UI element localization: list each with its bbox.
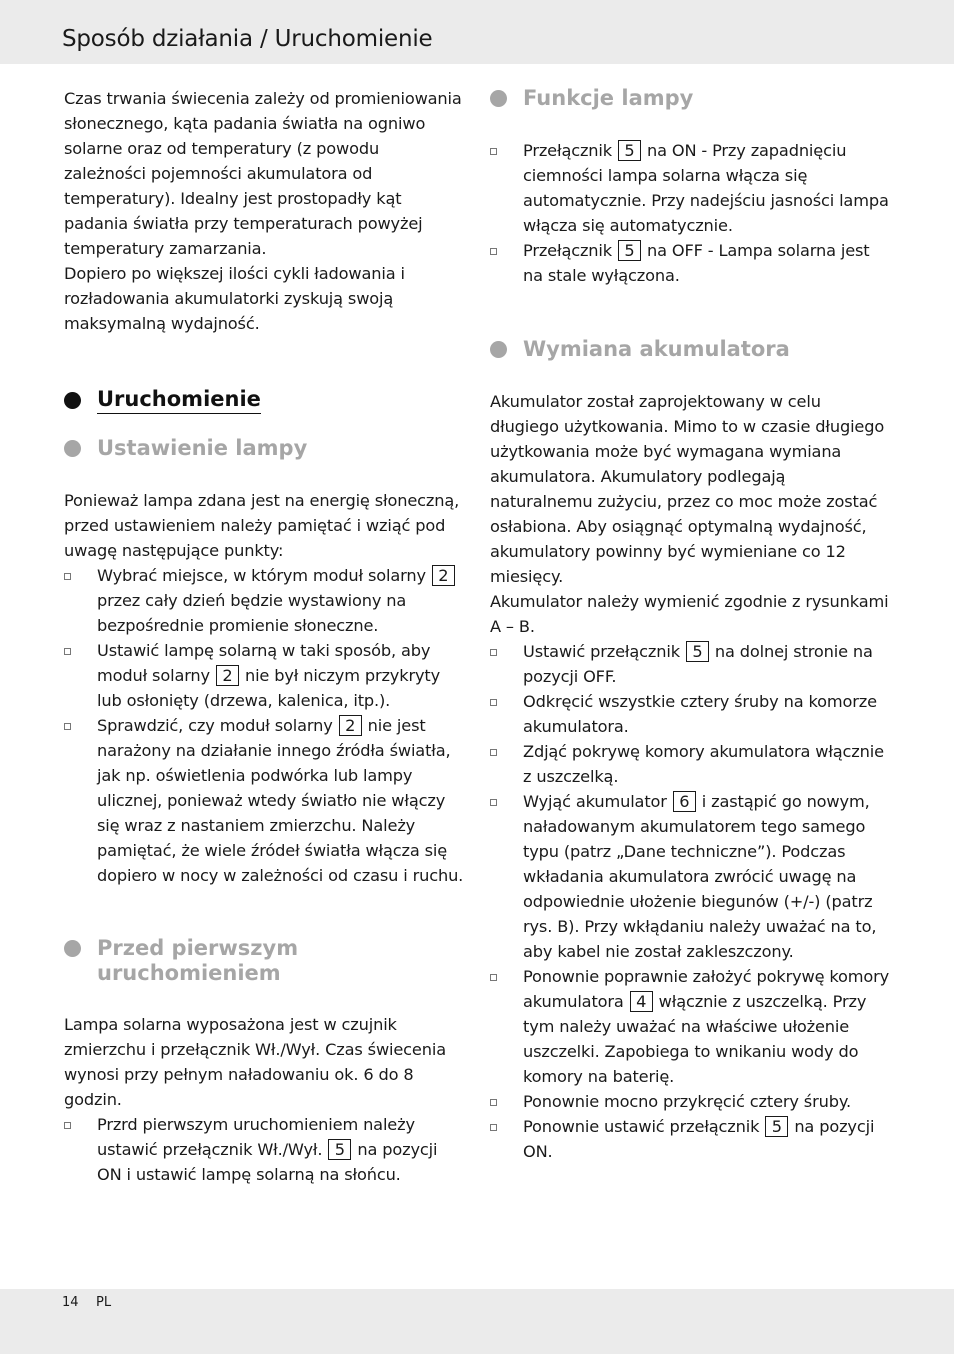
- item-text: Odkręcić wszystkie cztery śruby na komorze akumulatora.: [523, 692, 877, 736]
- list-item: [64, 1112, 464, 1187]
- reference-number: 5: [328, 1139, 351, 1160]
- list-item: [64, 563, 464, 638]
- item-text-after: na ON - Przy zapadnięciu ciemności lampa solarna włącza się automatycznie. Przy nadejściu jasności lampa włącza się automatycznie.: [523, 141, 889, 235]
- reference-number: 5: [686, 641, 709, 662]
- square-bullet-icon: [490, 148, 497, 155]
- przed-intro: Lampa solarna wyposażona jest w czujnik zmierzchu i przełącznik Wł./Wył. Czas świecenia wynosi przy pełnym naładowaniu ok. 6 do 8 godzin.: [64, 1015, 446, 1109]
- item-text-before: Ponownie poprawnie założyć pokrywę komory akumulatora: [523, 967, 890, 1011]
- item-text-before: Ustawić przełącznik: [523, 642, 685, 661]
- item-text-before: Przełącznik: [523, 141, 617, 160]
- subheading-wymiana-akumulatora: [490, 337, 892, 362]
- subheading-text: Wymiana akumulatora: [523, 337, 790, 361]
- item-text-before: Ponownie ustawić przełącznik: [523, 1117, 765, 1136]
- bullet-dot-icon: [64, 940, 81, 957]
- square-bullet-icon: [490, 248, 497, 255]
- subheading-text: [97, 936, 298, 986]
- wymiana-intro-2: Akumulator należy wymienić zgodnie z rysunkami A – B.: [490, 592, 889, 636]
- square-bullet-icon: [490, 1124, 497, 1131]
- language-code: PL: [96, 1295, 112, 1310]
- subheading-ustawienie-lampy: [64, 436, 464, 461]
- section-heading-uruchomienie: [64, 387, 464, 413]
- item-text-after: przez cały dzień będzie wystawiony na bezpośrednie promienie słoneczne.: [97, 591, 407, 635]
- subheading-line-2: uruchomieniem: [97, 961, 281, 985]
- item-text: Ponownie mocno przykręcić cztery śruby.: [523, 1092, 851, 1111]
- subheading-line-1: Przed pierwszym: [97, 936, 299, 960]
- list-item: [490, 238, 892, 288]
- reference-number: 2: [339, 715, 362, 736]
- wymiana-intro-1: Akumulator został zaprojektowany w celu długiego użytkowania. Mimo to w czasie długiego użytkowania może być wymagana wymiana akumulatora. Akumulatory podlegają naturalnemu zużyciu, przez co moc może zostać osłabiona. Aby osiągnąć optymalną wydajność, akumulatory powinny być wymieniane co 12 miesięcy.: [490, 392, 885, 586]
- list-item: [490, 689, 892, 739]
- item-text-after: nie był niczym przykryty lub osłonięty (drzewa, kalenica, itp.).: [97, 666, 441, 710]
- subheading-text: Ustawienie lampy: [97, 436, 308, 460]
- list-item: [490, 1114, 892, 1164]
- item-text-after: i zastąpić go nowym, naładowanym akumulatorem tego samego typu (patrz „Dane techniczne”). Podczas wkładania akumulatora zwrócić uwagę na odpowiednie ułożenie biegunów (+/-) (patrz rys. B). Przy wkłądaniu należy uważać na to, aby kabel nie został zakleszczony.: [523, 792, 877, 961]
- list-item: [490, 739, 892, 789]
- item-text-after: włącznie z uszczelką. Przy tym należy uważać na właściwe ułożenie uszczelki. Zapobiega to wnikaniu wody do komory na baterię.: [523, 992, 867, 1086]
- square-bullet-icon: [490, 1099, 497, 1106]
- subheading-przed-pierwszym-uruchomieniem: [64, 936, 464, 986]
- right-column: [490, 86, 892, 1164]
- square-bullet-icon: [490, 799, 497, 806]
- item-text-before: Przrd pierwszym uruchomieniem należy ustawić przełącznik Wł./Wył.: [97, 1115, 415, 1159]
- page-number: 14: [62, 1295, 79, 1310]
- reference-number: 2: [216, 665, 239, 686]
- square-bullet-icon: [490, 649, 497, 656]
- bullet-dot-icon: [490, 90, 507, 107]
- square-bullet-icon: [490, 699, 497, 706]
- reference-number: 5: [618, 240, 641, 261]
- item-text-before: Wyjąć akumulator: [523, 792, 672, 811]
- square-bullet-icon: [490, 974, 497, 981]
- wymiana-list: [490, 639, 892, 1164]
- bullet-dot-icon: [490, 341, 507, 358]
- ustawienie-list: [64, 563, 464, 888]
- square-bullet-icon: [64, 1122, 71, 1129]
- intro-paragraph-1: Czas trwania świecenia zależy od promieniowania słonecznego, kąta padania światła na ogniwo solarne oraz od temperatury (z powodu zależności pojemności akumulatora od temperatury). Idealny jest prostopadły kąt padania światła przy temperaturach powyżej temperatury zamarzania.: [64, 89, 462, 258]
- item-text-before: Sprawdzić, czy moduł solarny: [97, 716, 338, 735]
- reference-number: 5: [765, 1116, 788, 1137]
- item-text-after: na pozycji ON i ustawić lampę solarną na słońcu.: [97, 1140, 438, 1184]
- list-item: [490, 639, 892, 689]
- list-item: [490, 138, 892, 238]
- left-column: [64, 86, 464, 1187]
- reference-number: 2: [432, 565, 455, 586]
- funkcje-list: [490, 138, 892, 288]
- subheading-text: Funkcje lampy: [523, 86, 694, 110]
- przed-list: [64, 1112, 464, 1187]
- square-bullet-icon: [64, 723, 71, 730]
- list-item: [490, 1089, 892, 1114]
- list-item: [490, 964, 892, 1089]
- list-item: [64, 713, 464, 888]
- item-text-before: Ustawić lampę solarną w taki sposób, aby moduł solarny: [97, 641, 431, 685]
- page-header: [0, 0, 954, 64]
- reference-number: 6: [673, 791, 696, 812]
- item-text-after: na pozycji ON.: [523, 1117, 875, 1161]
- page-footer: [0, 1289, 954, 1354]
- item-text-after: nie jest narażony na działanie innego źródła światła, jak np. oświetlenia podwórka lub lampy ulicznej, ponieważ wtedy światło nie włączy się wraz z nastaniem zmierzchu. Należy pamiętać, że wiele źródeł światła włącza się dopiero w nocy w zależności od czasu i ruchu.: [97, 716, 464, 885]
- item-text-after: na OFF - Lampa solarna jest na stale wyłączona.: [523, 241, 870, 285]
- item-text-after: na dolnej stronie na pozycji OFF.: [523, 642, 873, 686]
- square-bullet-icon: [64, 573, 71, 580]
- list-item: [64, 638, 464, 713]
- subheading-funkcje-lampy: [490, 86, 892, 111]
- reference-number: 4: [630, 991, 653, 1012]
- square-bullet-icon: [64, 648, 71, 655]
- square-bullet-icon: [490, 749, 497, 756]
- ustawienie-intro: Ponieważ lampa zdana jest na energię słoneczną, przed ustawieniem należy pamiętać i wziąć pod uwagę następujące punkty:: [64, 491, 460, 560]
- bullet-dot-icon: [64, 392, 81, 409]
- bullet-dot-icon: [64, 440, 81, 457]
- item-text-before: Wybrać miejsce, w którym moduł solarny: [97, 566, 431, 585]
- list-item: [490, 789, 892, 964]
- reference-number: 5: [618, 140, 641, 161]
- item-text-before: Przełącznik: [523, 241, 617, 260]
- intro-paragraph-2: Dopiero po większej ilości cykli ładowania i rozładowania akumulatorki zyskują swoją maksymalną wydajność.: [64, 264, 405, 333]
- section-heading-text: Uruchomienie: [97, 386, 261, 414]
- page-title: Sposób działania / Uruchomienie: [62, 26, 433, 52]
- item-text: Zdjąć pokrywę komory akumulatora włącznie z uszczelką.: [523, 742, 884, 786]
